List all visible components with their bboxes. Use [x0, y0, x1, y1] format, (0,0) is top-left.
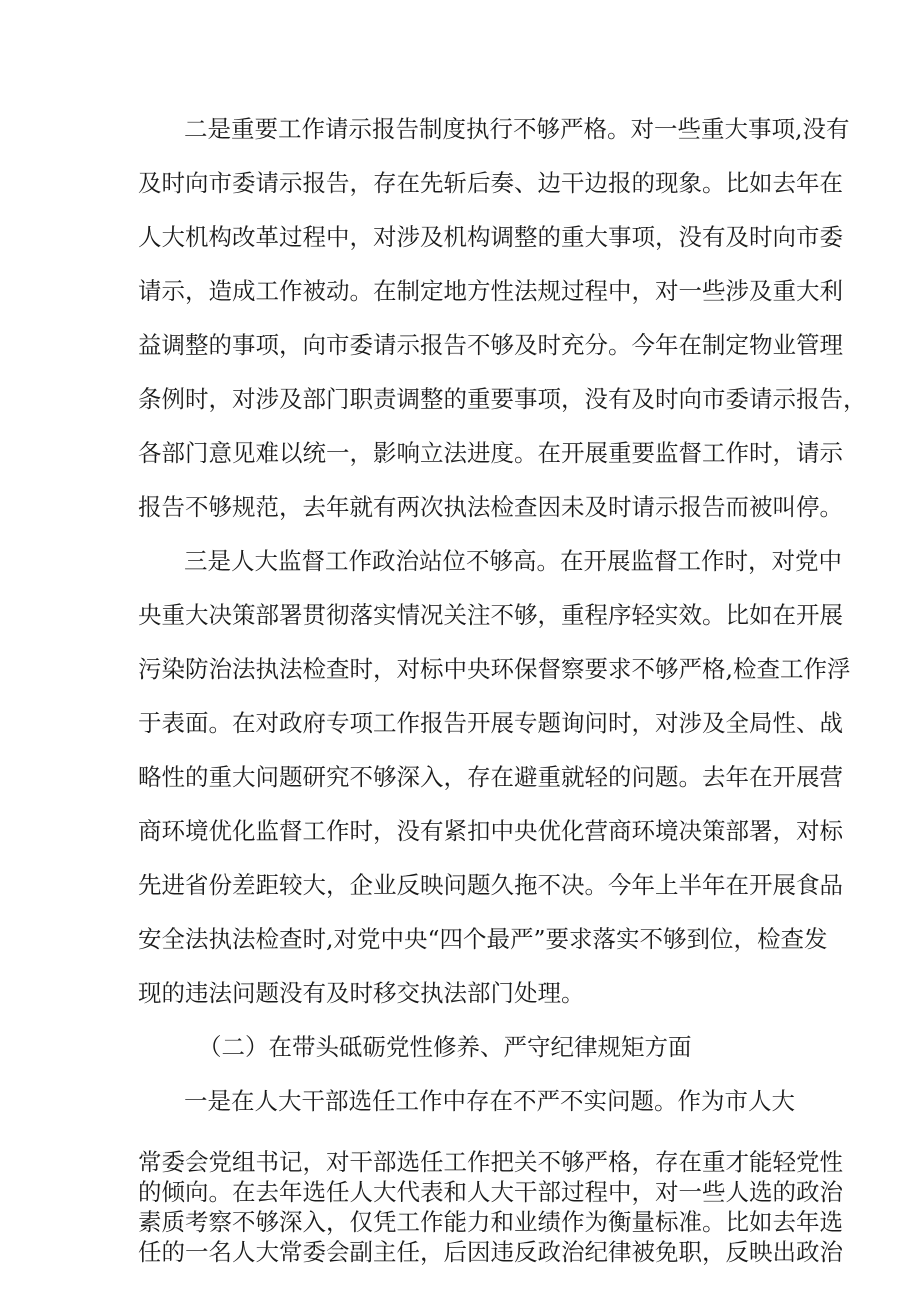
paragraph-1-line-4: 请示，造成工作被动。在制定地方性法规过程中，对一些涉及重大利: [138, 277, 843, 305]
paragraph-3-line-1: 一是在人大干部选任工作中存在不严不实问题。作为市人大: [184, 1087, 795, 1115]
paragraph-2-line-1: 三是人大监督工作政治站位不够高。在开展监督工作时，对党中: [184, 547, 842, 575]
paragraph-1-line-8: 报告不够规范，去年就有两次执法检查因未及时请示报告而被叫停。: [138, 493, 843, 521]
paragraph-1-line-6: 条例时，对涉及部门职责调整的重要事项，没有及时向市委请示报告，: [138, 385, 867, 413]
paragraph-2-line-4: 于表面。在对政府专项工作报告开展专题询问时，对涉及全局性、战: [138, 709, 843, 737]
paragraph-1-line-2: 及时向市委请示报告，存在先斩后奏、边干边报的现象。比如去年在: [138, 169, 843, 197]
paragraph-1-line-5: 益调整的事项，向市委请示报告不够及时充分。今年在制定物业管理: [138, 331, 843, 359]
paragraph-4-line-1: 常委会党组书记，对干部选任工作把关不够严格，存在重才能轻党性: [138, 1148, 843, 1176]
paragraph-2-line-8: 安全法执法检查时,对党中央“四个最严”要求落实不够到位，检查发: [138, 925, 828, 953]
paragraph-4-line-2: 的倾向。在去年选任人大代表和人大干部过程中，对一些人选的政治: [138, 1178, 843, 1206]
paragraph-2-line-9: 现的违法问题没有及时移交执法部门处理。: [138, 979, 585, 1007]
paragraph-2-line-6: 商环境优化监督工作时，没有紧扣中央优化营商环境决策部署，对标: [138, 817, 843, 845]
section-heading-2: （二）在带头砥砺党性修养、严守纪律规矩方面: [198, 1033, 692, 1061]
paragraph-4-line-4: 任的一名人大常委会副主任，后因违反政治纪律被免职，反映出政治: [138, 1238, 843, 1266]
paragraph-2-line-3: 污染防治法执法检查时，对标中央环保督察要求不够严格,检查工作浮: [138, 655, 851, 683]
paragraph-2-line-7: 先进省份差距较大，企业反映问题久拖不决。今年上半年在开展食品: [138, 871, 843, 899]
paragraph-1-line-3: 人大机构改革过程中，对涉及机构调整的重大事项，没有及时向市委: [138, 223, 843, 251]
paragraph-2-line-5: 略性的重大问题研究不够深入，存在避重就轻的问题。去年在开展营: [138, 763, 843, 791]
paragraph-1-line-1: 二是重要工作请示报告制度执行不够严格。对一些重大事项,没有: [184, 115, 850, 143]
paragraph-1-line-7: 各部门意见难以统一，影响立法进度。在开展重要监督工作时，请示: [138, 439, 843, 467]
paragraph-4-line-3: 素质考察不够深入，仅凭工作能力和业绩作为衡量标准。比如去年选: [138, 1208, 843, 1236]
paragraph-2-line-2: 央重大决策部署贯彻落实情况关注不够，重程序轻实效。比如在开展: [138, 601, 843, 629]
